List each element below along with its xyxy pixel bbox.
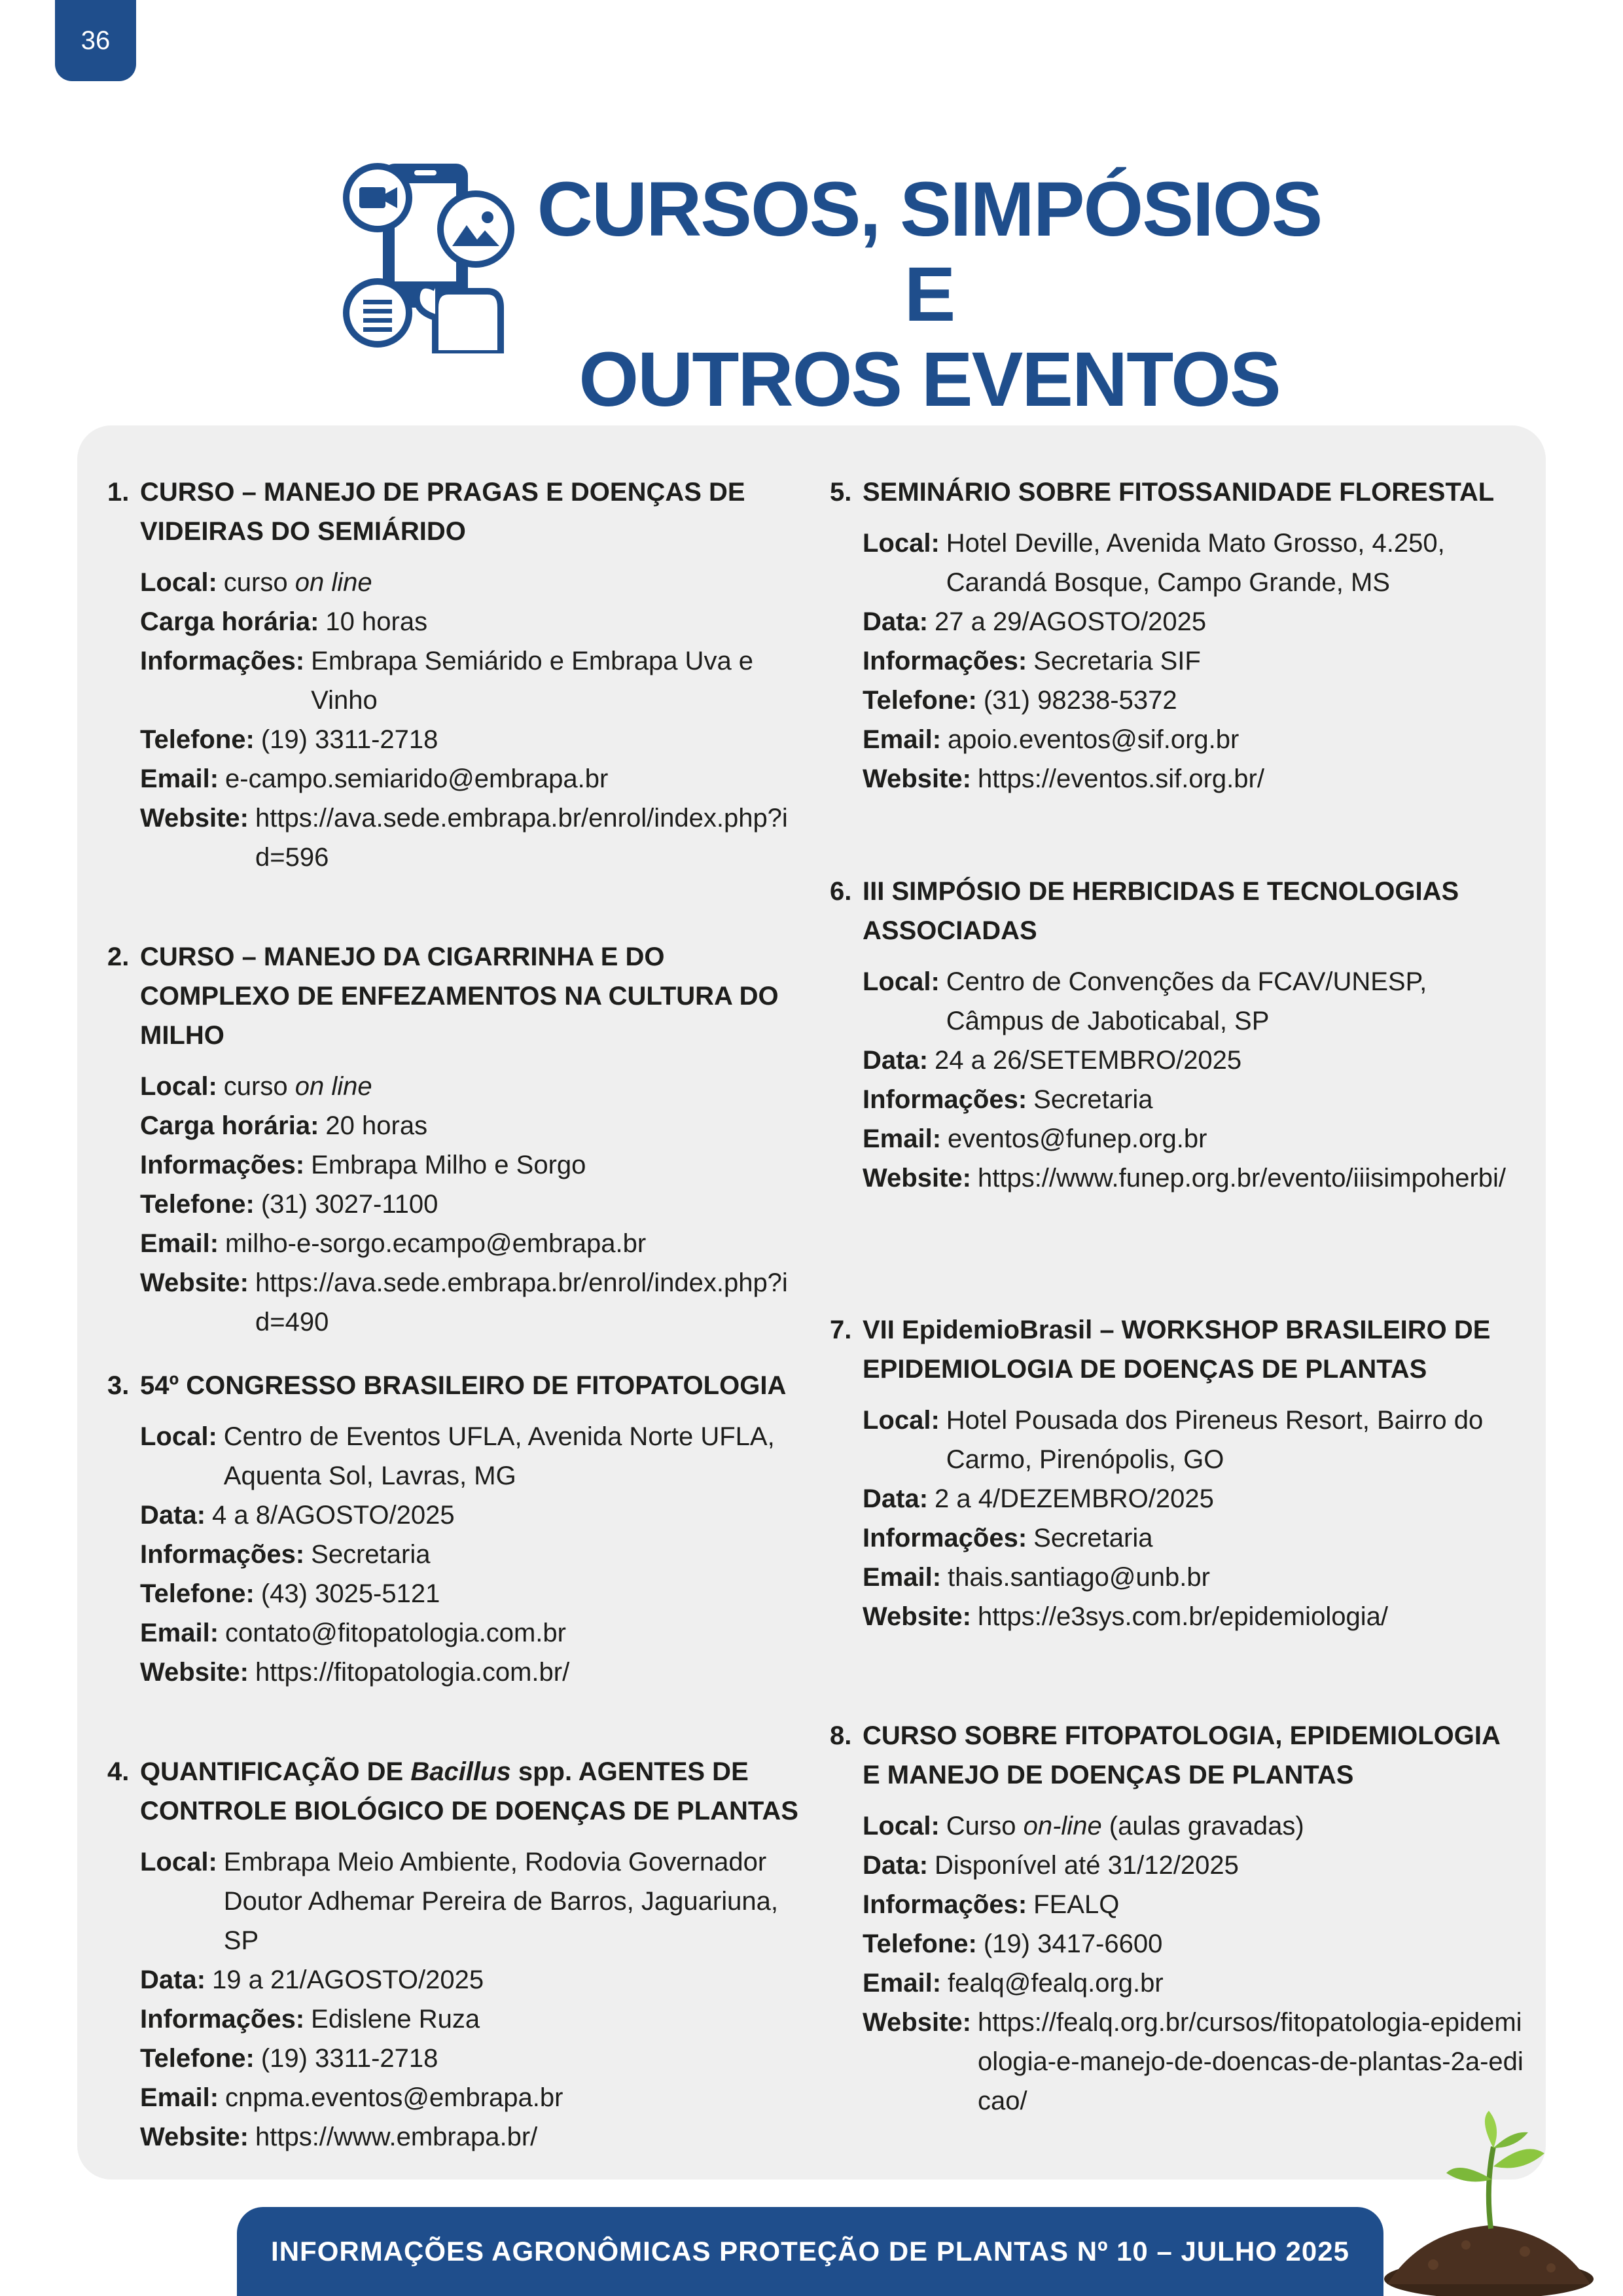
- event-field-informacoes: Informações: Secretaria: [863, 1085, 1153, 1114]
- event-field-informacoes: Informações: Secretaria SIF: [863, 647, 1201, 675]
- event-title: 8. CURSO SOBRE FITOPATOLOGIA, EPIDEMIOLOGIA E MANEJO DE DOENÇAS DE PLANTAS: [830, 1721, 1500, 1789]
- event-5: [830, 473, 1524, 798]
- event-title: 3. 54º CONGRESSO BRASILEIRO DE FITOPATOLOGIA: [107, 1371, 787, 1400]
- page-title: [537, 167, 1322, 422]
- event-field-telefone: Telefone: (19) 3311-2718: [140, 2044, 438, 2073]
- event-field-website[interactable]: Website: https://eventos.sif.org.br/: [863, 764, 1264, 793]
- seedling-icon: [1381, 2108, 1597, 2296]
- footer-text: INFORMAÇÕES AGRONÔMICAS PROTEÇÃO DE PLANTAS Nº 10 – JULHO 2025: [271, 2236, 1349, 2267]
- event-8: [830, 1716, 1524, 2121]
- page-title-line1: CURSOS, SIMPÓSIOS E: [537, 166, 1322, 338]
- event-field-email: Email: eventos@funep.org.br: [863, 1124, 1207, 1153]
- event-field-data: Data: 24 a 26/SETEMBRO/2025: [863, 1046, 1242, 1075]
- event-field-data: Data: 2 a 4/DEZEMBRO/2025: [863, 1484, 1214, 1513]
- event-field-email: Email: milho-e-sorgo.ecampo@embrapa.br: [140, 1229, 647, 1258]
- event-field-telefone: Telefone: (31) 3027-1100: [140, 1190, 438, 1219]
- event-title: 2. CURSO – MANEJO DA CIGARRINHA E DO COMPLEXO DE ENFEZAMENTOS NA CULTURA DO MILHO: [107, 942, 779, 1050]
- event-field-telefone: Telefone: (19) 3417-6600: [863, 1929, 1163, 1958]
- event-field-telefone: Telefone: (43) 3025-5121: [140, 1579, 440, 1608]
- event-7: [830, 1310, 1524, 1636]
- event-field-website[interactable]: Website: https://www.embrapa.br/: [140, 2123, 538, 2151]
- event-field-local: Local: Hotel Pousada dos Pireneus Resort, Bairro do Carmo, Pirenópolis, GO: [863, 1406, 1484, 1474]
- event-field-informacoes: Informações: Secretaria: [140, 1540, 431, 1569]
- event-6: [830, 872, 1524, 1198]
- event-field-carga: Carga horária: 20 horas: [140, 1111, 428, 1140]
- event-field-informacoes: Informações: Embrapa Semiárido e Embrapa Uva e Vinho: [140, 647, 754, 715]
- event-field-email: Email: cnpma.eventos@embrapa.br: [140, 2083, 563, 2112]
- event-field-local: Local: curso on line: [140, 568, 372, 597]
- event-field-website[interactable]: Website: https://ava.sede.embrapa.br/enrol/index.php?id=596: [140, 804, 788, 872]
- page-number: 36: [55, 0, 136, 81]
- event-field-local: Local: Centro de Eventos UFLA, Avenida Norte UFLA, Aquenta Sol, Lavras, MG: [140, 1422, 775, 1490]
- event-title: 4. QUANTIFICAÇÃO DE Bacillus spp. AGENTES DE CONTROLE BIOLÓGICO DE DOENÇAS DE PLANTAS: [107, 1757, 798, 1825]
- phone-media-icon: [337, 157, 533, 353]
- event-field-carga: Carga horária: 10 horas: [140, 607, 428, 636]
- event-field-website[interactable]: Website: https://www.funep.org.br/evento/iiisimpoherbi/: [863, 1164, 1507, 1193]
- event-title: 7. VII EpidemioBrasil – WORKSHOP BRASILEIRO DE EPIDEMIOLOGIA DE DOENÇAS DE PLANTAS: [830, 1316, 1491, 1384]
- event-field-website[interactable]: Website: https://ava.sede.embrapa.br/enrol/index.php?id=490: [140, 1268, 788, 1336]
- event-field-local: Local: Curso on-line (aulas gravadas): [863, 1812, 1304, 1840]
- event-3: [107, 1366, 801, 1692]
- event-title: 1. CURSO – MANEJO DE PRAGAS E DOENÇAS DE VIDEIRAS DO SEMIÁRIDO: [107, 478, 745, 546]
- event-title: 6. III SIMPÓSIO DE HERBICIDAS E TECNOLOGIAS ASSOCIADAS: [830, 877, 1459, 945]
- event-field-informacoes: Informações: Secretaria: [863, 1524, 1153, 1552]
- event-field-email: Email: contato@fitopatologia.com.br: [140, 1619, 566, 1647]
- event-field-email: Email: thais.santiago@unb.br: [863, 1563, 1210, 1592]
- event-field-data: Data: 4 a 8/AGOSTO/2025: [140, 1501, 455, 1530]
- event-field-local: Local: Hotel Deville, Avenida Mato Grosso, 4.250, Carandá Bosque, Campo Grande, MS: [863, 529, 1445, 597]
- event-field-website[interactable]: Website: https://fitopatologia.com.br/: [140, 1658, 570, 1687]
- event-field-data: Data: 27 a 29/AGOSTO/2025: [863, 607, 1207, 636]
- event-field-email: Email: fealq@fealq.org.br: [863, 1969, 1164, 1998]
- event-field-email: Email: apoio.eventos@sif.org.br: [863, 725, 1240, 754]
- footer-publication-bar: [237, 2207, 1383, 2296]
- event-1: [107, 473, 801, 877]
- event-field-website[interactable]: Website: https://fealq.org.br/cursos/fitopatologia-epidemiologia-e-manejo-de-doencas-de-plantas-2a-edicao/: [863, 2008, 1524, 2115]
- event-2: [107, 937, 801, 1342]
- event-field-telefone: Telefone: (19) 3311-2718: [140, 725, 438, 754]
- event-field-local: Local: Embrapa Meio Ambiente, Rodovia Governador Doutor Adhemar Pereira de Barros, Jaguariuna, SP: [140, 1848, 778, 1955]
- event-field-telefone: Telefone: (31) 98238-5372: [863, 686, 1177, 715]
- event-field-data: Data: Disponível até 31/12/2025: [863, 1851, 1239, 1880]
- event-field-data: Data: 19 a 21/AGOSTO/2025: [140, 1965, 484, 1994]
- event-field-local: Local: Centro de Convenções da FCAV/UNESP, Câmpus de Jaboticabal, SP: [863, 967, 1427, 1035]
- event-field-email: Email: e-campo.semiarido@embrapa.br: [140, 764, 609, 793]
- event-title: 5. SEMINÁRIO SOBRE FITOSSANIDADE FLORESTAL: [830, 478, 1495, 507]
- page-title-line2: OUTROS EVENTOS: [579, 336, 1280, 423]
- event-field-informacoes: Informações: Edislene Ruza: [140, 2005, 480, 2034]
- event-4: [107, 1752, 801, 2157]
- event-field-informacoes: Informações: Embrapa Milho e Sorgo: [140, 1151, 586, 1179]
- event-field-website[interactable]: Website: https://e3sys.com.br/epidemiologia/: [863, 1602, 1388, 1631]
- event-field-informacoes: Informações: FEALQ: [863, 1890, 1120, 1919]
- event-field-local: Local: curso on line: [140, 1072, 372, 1101]
